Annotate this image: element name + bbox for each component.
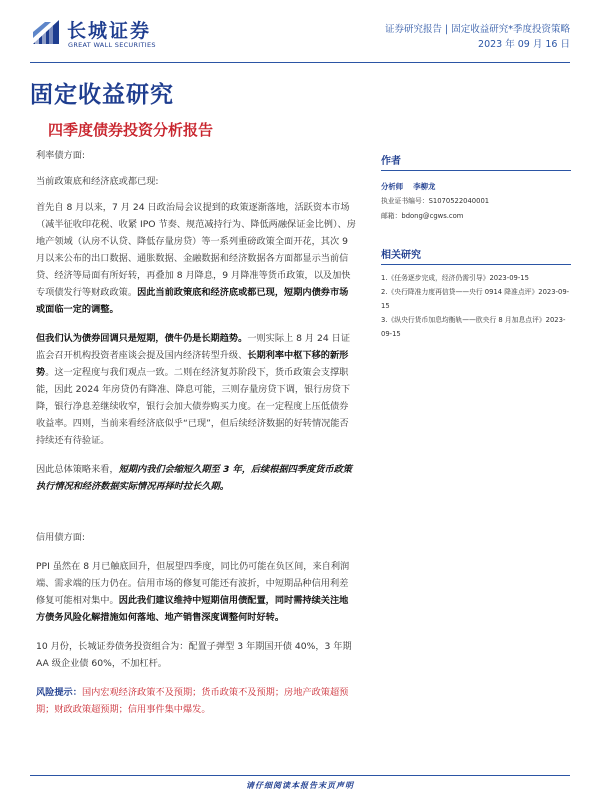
header-divider [30,62,570,63]
analyst-role: 分析师 [381,182,404,191]
paragraph-portfolio: 10 月份，长城证券债务投资组合为：配置子弹型 3 年期国开债 40%，3 年期 AA 级企业债 60%，不加杠杆。 [36,641,352,669]
great-wall-logo-icon [31,16,61,46]
paragraph-strategy-text: 因此总体策略来看， [36,464,119,475]
analyst-row [381,179,571,194]
credit-heading: 信用债方面: [36,532,86,543]
risk-warning [36,684,356,718]
paragraph-strategy-conclusion: 短期内我们会缩短久期至 3 年，后续根据四季度货币政策执行情况和经济数据实际情况再择时拉长久期。 [36,464,352,492]
report-category: 固定收益研究*季度投资策略 [451,24,570,35]
header-meta [385,22,570,52]
paragraph-credit-conclusion: 因此我们建议维持中短期信用债配置，同时需持续关注地方债务风险化解措施如何落地、地产销售深度调整何时好转。 [36,595,349,623]
related-item-1[interactable]: 1.《任务逐步完成，经济仍需引导》2023-09-15 [381,274,529,282]
related-research-list [381,271,571,341]
company-logo [31,14,171,54]
analyst-email[interactable]: 邮箱：bdong@cgws.com [381,212,464,220]
paragraph-strategy [36,461,356,495]
paragraph-credit [36,558,356,626]
paragraph-policy-text: 首先自 8 月以来，7 月 24 日政治局会议提到的政策逐渐落地，活跃资本市场（减半征收印花税、收紧 IPO 节奏、规范减持行为、降低两融保证金比例）、房地产领域（认房不认贷、降低存量房贷）等一系列重磅政策全面开花，其次 9 月以来公布的出口数据、通胀数据、金融数据和经济数据各方面都显示当前信贷、经济等局面有所好转，再叠加 8 月降息，9 月降准等货币政策，以及加快专项债发行等财政政策。 [36,202,356,298]
report-date: 2023 年 09 月 16 日 [478,39,570,50]
paragraph-trend-text-a: 一则实际上 8 月 24 日证监会召开机构投资者座谈会提及国内经济转型升级、 [36,333,351,361]
footer-disclaimer: 请仔细阅读本报告末页声明 [246,781,354,790]
related-item-3[interactable]: 3.《纵央行货币加息均衡轨——欧央行 8 月加息点评》2023-09-15 [381,316,566,338]
paragraph-policy-conclusion: 因此当前政策底和经济底或都已现，短期内债券市场或面临一定的调整。 [36,287,349,315]
footer-divider [30,775,570,776]
paragraph-trend-highlight: 长期利率中枢下移的新形势 [36,350,349,378]
paragraph-trend-lead: 但我们认为债券回调只是短期，债牛仍是长期趋势。 [36,333,248,344]
report-type: 证券研究报告 [384,24,442,35]
analyst-name: 李柳龙 [413,182,436,191]
rates-subheading: 当前政策底和经济底或都已现: [36,176,159,187]
paragraph-trend [36,330,356,449]
header-category-line [385,22,570,37]
header-separator: | [445,24,449,35]
paragraph-policy [36,199,356,318]
related-research-heading: 相关研究 [381,246,571,265]
risk-label: 风险提示： [36,687,82,698]
risk-text: 国内宏观经济政策不及预期；货币政策不及预期；房地产政策超预期；财政政策超预期；信用事件集中爆发。 [36,687,349,715]
section-title: 固定收益研究 [30,82,174,108]
analyst-cert: 执业证书编号：S1070522040001 [381,197,490,205]
report-title: 四季度债券投资分析报告 [48,121,214,139]
paragraph-credit-text: PPI 虽然在 8 月已触底回升，但展望四季度，同比仍可能在负区间，来自利润端、需求端的压力仍在。信用市场的修复可能还有波折，中短期品种信用利差修复可能相对集中。 [36,561,350,606]
author-info [381,179,571,224]
sidebar [381,152,571,341]
logo-text-cn: 长城证券 [67,20,152,42]
logo-text-en: GREAT WALL SECURITIES [68,41,156,49]
author-heading: 作者 [381,152,571,171]
rates-heading: 利率债方面: [36,150,86,161]
paragraph-trend-text-b: 。这一定程度与我们观点一致。二则在经济复苏阶段下，货币政策会支撑职能，因此 2024 年房贷仍有降准、降息可能，三则存量房贷下调，银行房贷下降，银行净息差继续收窄，银行会加大债券购买力度。在一定程度上压低债券收益率。四则，当前来看经济底似乎“已现”，但后续经济数据的好转情况能否持续还有待验证。 [36,367,351,446]
main-content [36,147,356,718]
related-item-2[interactable]: 2.《央行降准力度再信贷——央行 0914 降准点评》2023-09-15 [381,288,570,310]
